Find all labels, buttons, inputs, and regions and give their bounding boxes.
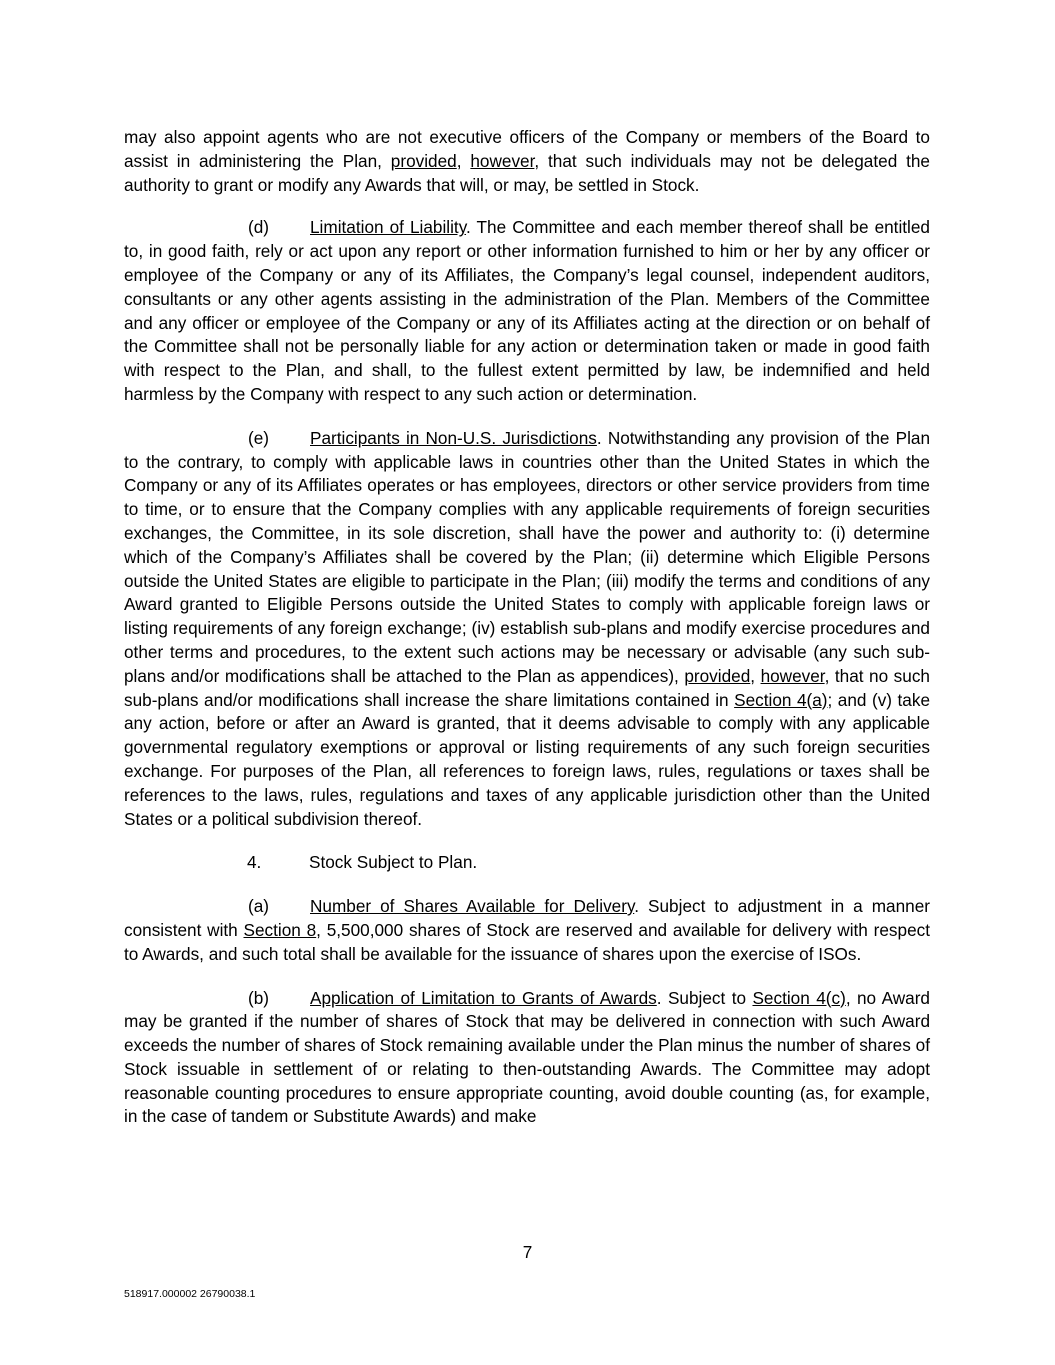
clause-title: Number of Shares Available for Delivery <box>310 896 635 917</box>
paragraph-3d <box>124 216 930 406</box>
paragraph-3e <box>124 427 930 832</box>
clause-label: (b) <box>248 987 270 1008</box>
text: may also appoint agents who are not executive officers of the Company or members of the Board to assist in administering the Plan, <box>124 127 930 171</box>
paragraph-4a <box>124 895 930 966</box>
clause-title: Application of Limitation to Grants of Awards <box>310 987 657 1008</box>
text: . The Committee and each member thereof shall be entitled to, in good faith, rely or act upon any report or other information furnished to him or her by any officer or employee of the Company or any of its Affiliates, the Company’s legal counsel, independent auditors, consultants or any other agents assisting in the administration of the Plan. Members of the Committee and any officer or employee of the Company or any of its Affiliates acting at the direction or on behalf of the Committee shall not be personally liable for any action or determination taken or made in good faith with respect to the Plan, and shall, to the fullest extent permitted by law, be indemnified and held harmless by the Company with respect to any such action or determination. <box>124 217 930 404</box>
clause-label: (d) <box>248 217 270 238</box>
underlined-term: however <box>470 150 535 171</box>
text: . Subject to <box>656 987 753 1008</box>
text: . Notwithstanding any provision of the Plan to the contrary, to comply with applicable laws in countries other than the United States in which the Company or any of its Affiliates operates or has employees, directors or other service providers from time to time, or to ensure that the Company complies with any applicable requirements of foreign securities exchanges, the Committee, in its sole discretion, shall have the power and authority to: (i) determine which of the Company’s Affiliates shall be covered by the Plan; (ii) determine which Eligible Persons outside the United States are eligible to participate in the Plan; (iii) modify the terms and conditions of any Award granted to Eligible Persons outside the United States to comply with applicable foreign laws or listing requirements of any foreign exchange; (iv) establish sub-plans and modify exercise procedures and other terms and procedures, to the extent such actions may be necessary or advisable (any such sub-plans and/or modifications shall be attached to the Plan as appendices), <box>124 427 931 686</box>
text: , no Award may be granted if the number of shares of Stock that may be delivered in connection with such Award exceeds the number of shares of Stock remaining available under the Plan minus the number of shares of Stock issuable in settlement of or relating to then-outstanding Awards. The Committee may adopt reasonable counting procedures to ensure appropriate counting, avoid double counting (as, for example, in the case of tandem or Substitute Awards) and make <box>124 987 930 1127</box>
section-reference: Section 4(a) <box>734 689 828 710</box>
text: ; and (v) take any action, before or after an Award is granted, that it deems advisable to comply with any applicable governmental regulatory exemptions or approval or listing requirements of any such foreign securities exchange. For purposes of the Plan, all references to foreign laws, rules, regulations or taxes shall be references to the laws, rules, regulations and taxes of any applicable jurisdiction other than the United States or a political subdivision thereof. <box>124 689 930 829</box>
section-number: 4. <box>247 852 262 873</box>
text: , 5,500,000 shares of Stock are reserved and available for delivery with respect to Awards, and such total shall be available for the issuance of shares upon the exercise of ISOs. <box>124 919 930 964</box>
document-body <box>124 126 930 1149</box>
text: , that no such sub-plans and/or modifications shall increase the share limitations contained in <box>124 665 930 710</box>
paragraph-3c-continued <box>124 126 930 197</box>
page-number: 7 <box>522 1242 533 1262</box>
underlined-term: provided <box>390 150 457 171</box>
paragraph-4b <box>124 987 930 1130</box>
text: . Subject to adjustment in a manner consistent with <box>124 896 930 940</box>
document-footer-id: 518917.000002 26790038.1 <box>124 1288 256 1300</box>
underlined-term: however <box>760 665 825 686</box>
section-reference: Section 8 <box>243 919 317 940</box>
section-reference: Section 4(c) <box>752 987 846 1008</box>
clause-title: Limitation of Liability <box>310 217 467 238</box>
underlined-term: provided <box>684 665 751 686</box>
clause-title: Participants in Non-U.S. Jurisdictions <box>310 427 597 448</box>
clause-label: (e) <box>248 427 270 448</box>
section-4-heading <box>124 851 930 875</box>
section-title: Stock Subject to Plan. <box>309 852 478 873</box>
text: , that such individuals may not be delegated the authority to grant or modify any Awards that will, or may, be settled in Stock. <box>124 150 930 195</box>
clause-label: (a) <box>248 896 270 917</box>
text: , <box>456 150 471 171</box>
text: , <box>750 665 761 686</box>
